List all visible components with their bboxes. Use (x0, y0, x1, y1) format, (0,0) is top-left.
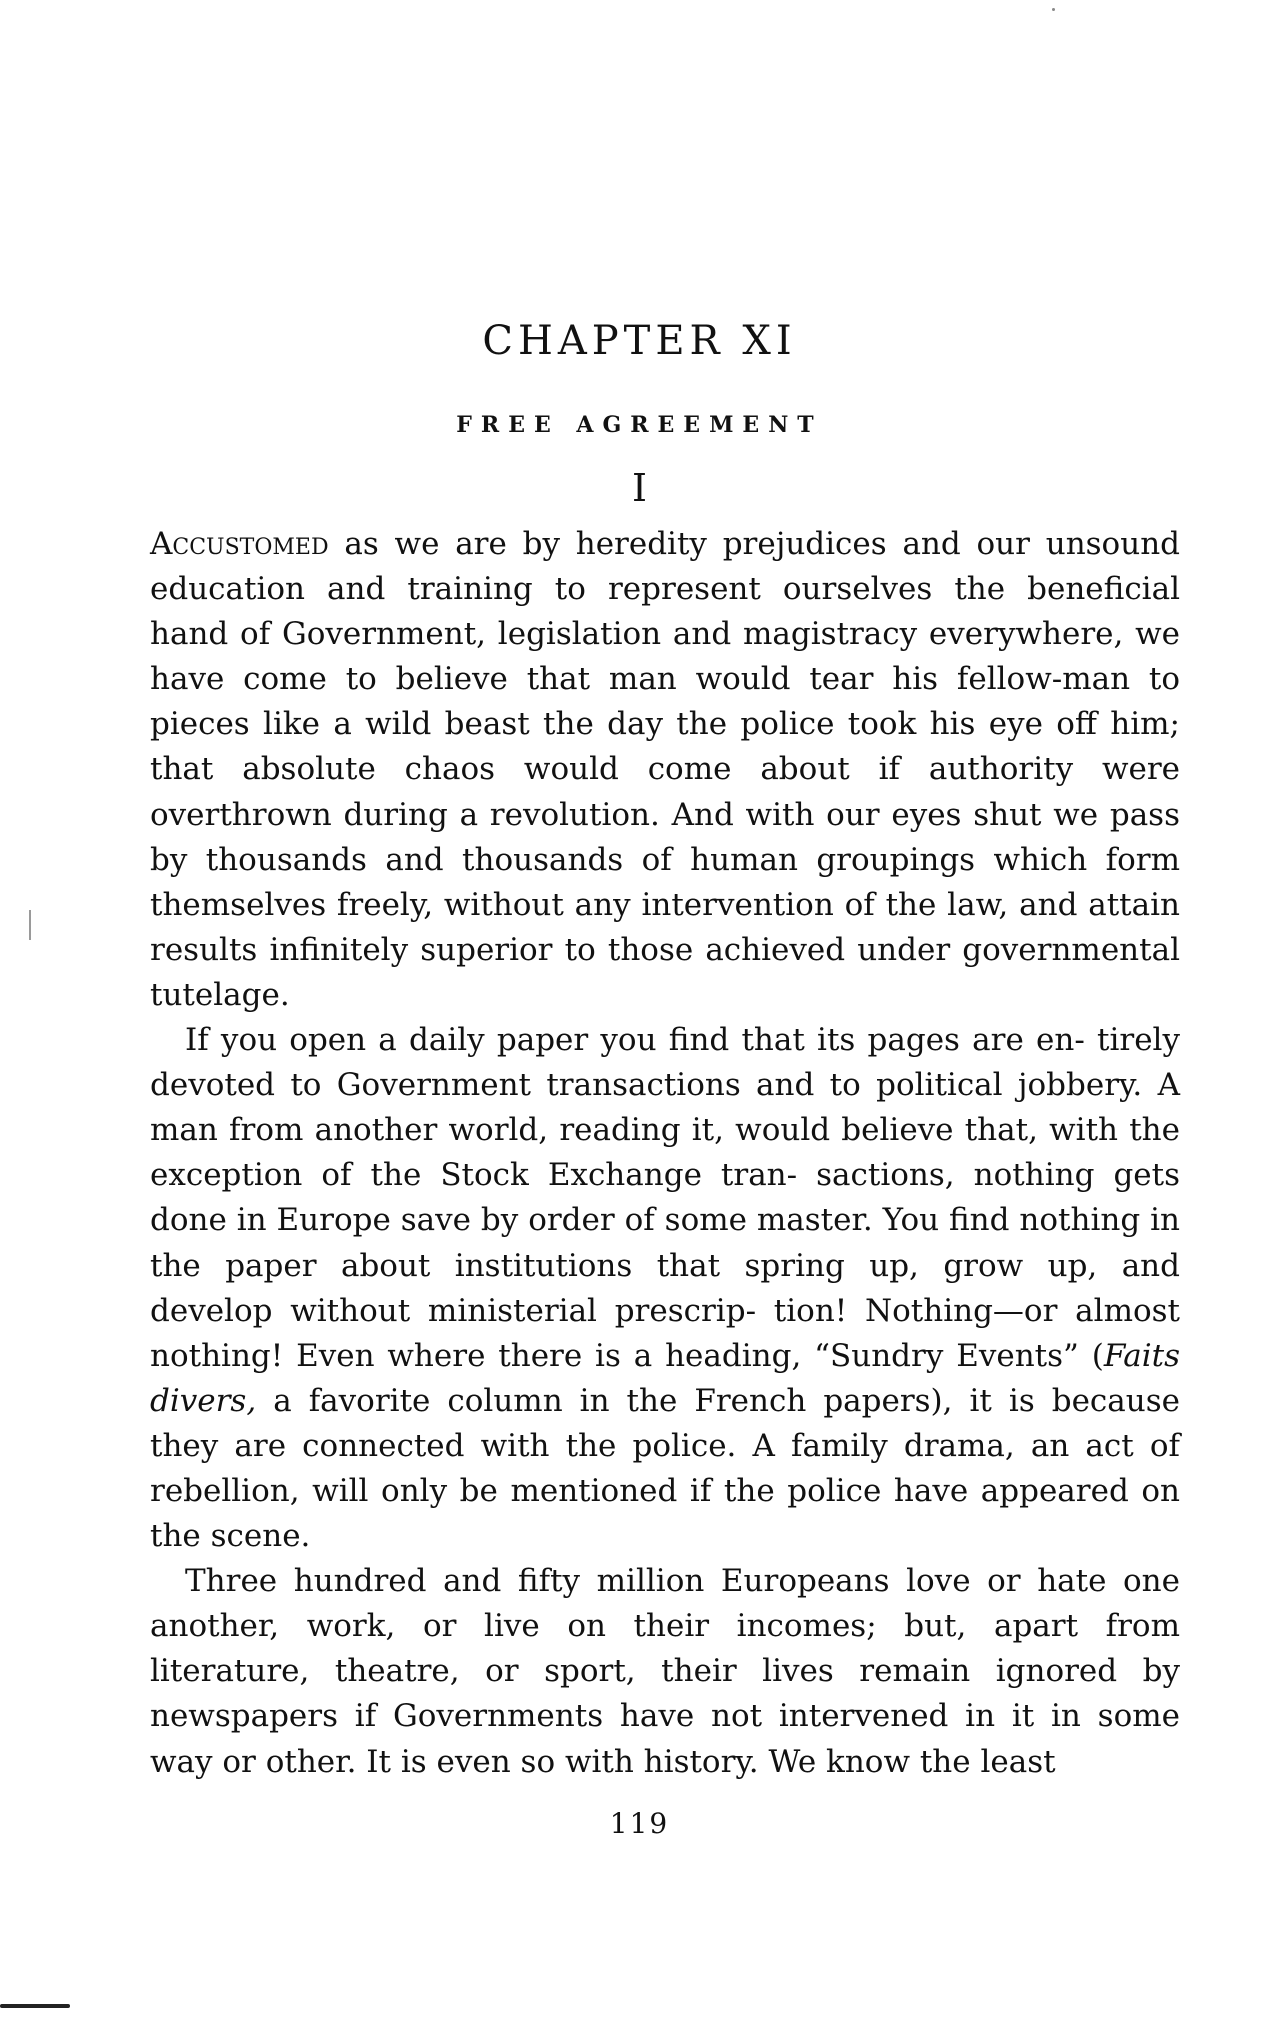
chapter-title: CHAPTER XI (482, 318, 797, 364)
paragraph-2-text-end: a favorite column in the French papers), it is because they are connected with the police. A family drama, an act of rebellion, will only be mentioned if the police have appeared on the scene. (150, 1382, 1180, 1555)
paragraph-2-text-start: If you open a daily paper you find that its pages are en- tirely devoted to Government transactions and to political jobbery. A man from another world, reading it, would believe that, with the exception of the Stock Exchange tran- sactions, nothing gets done in Europe save by order of some master. You find nothing in the paper about institutions that spring up, grow up, and develop without ministerial prescrip- tion! Nothing—or almost nothing! Even where there is a heading, “Sundry Events” ( (150, 1022, 1180, 1374)
paragraph-3: Three hundred and fifty million Europeans love or hate one another, work, or live on their incomes; but, apart from literature, theatre, or sport, their lives remain ignored by newspapers if Governments have not intervened in it in some way or other. It is even so with history. We know the least (150, 1563, 1180, 1780)
paragraph-1-lead-word: Accustomed (150, 526, 329, 562)
section-heading: FREE AGREEMENT (456, 412, 823, 438)
margin-mark (29, 910, 31, 940)
paper-speck (1052, 8, 1055, 11)
body-text (150, 522, 1180, 1785)
paragraph-1 (150, 522, 1180, 1018)
page-edge-mark (0, 2004, 70, 2008)
paragraph-2-italic-phrase: Faits divers, (150, 1337, 1180, 1419)
paragraph-2 (150, 1018, 1180, 1559)
page-number: 119 (609, 1807, 670, 1840)
paragraph-1-text: as we are by heredity prejudices and our unsound education and training to represent ourselves the beneficial hand of Government, legislation and magistracy everywhere, we have come to believe that man would tear his fellow-man to pieces like a wild beast the day the police took his eye off him; that absolute chaos would come about if authority were overthrown during a revolution. And with our eyes shut we pass by thousands and thousands of human groupings which form themselves freely, without any intervention of the law, and attain results infinitely superior to those achieved under governmental tutelage. (150, 526, 1181, 1013)
section-number: I (631, 466, 647, 510)
